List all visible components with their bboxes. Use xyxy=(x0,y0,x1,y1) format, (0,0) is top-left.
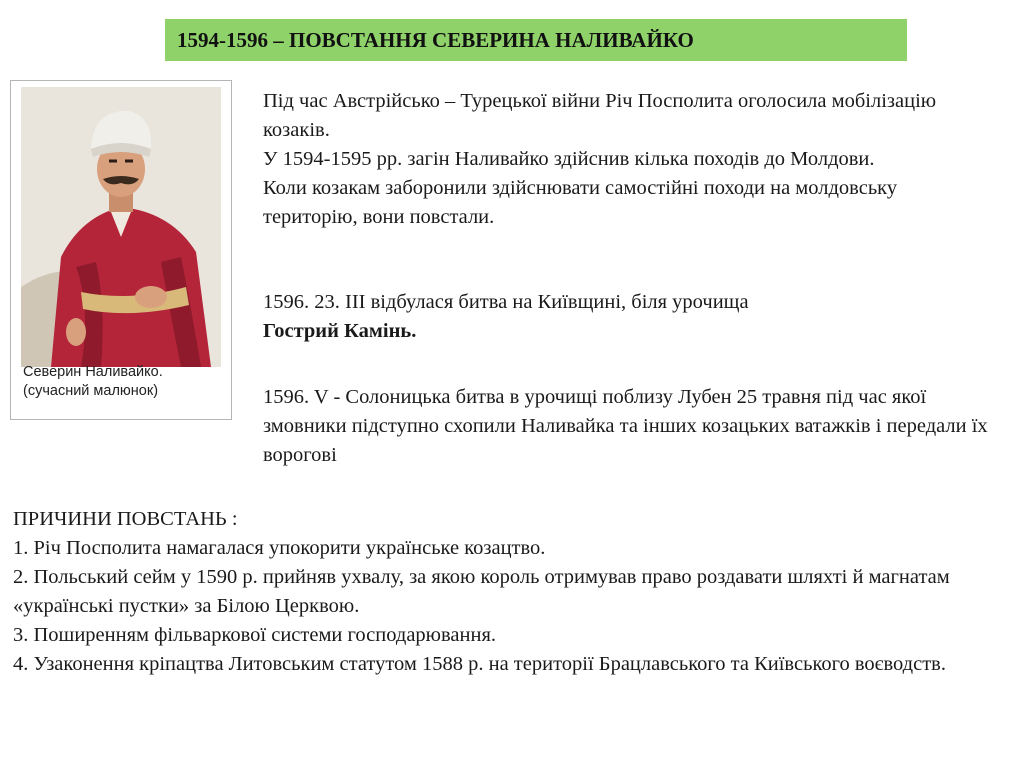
page-title: 1594-1596 – ПОВСТАННЯ СЕВЕРИНА НАЛИВАЙКО xyxy=(177,27,694,52)
cause-item: 4. Узаконення кріпацтва Литовським статутом 1588 р. на території Брацлавського та Київського воєводств. xyxy=(13,653,946,675)
intro-paragraph xyxy=(263,87,993,232)
battle-1-text: 1596. 23. ІІІ відбулася битва на Київщині, біля урочища xyxy=(263,291,749,313)
portrait-frame xyxy=(10,80,232,420)
battle-1-place: Гострий Камінь. xyxy=(263,320,417,342)
caption-name: Северин Наливайко. xyxy=(23,364,163,380)
causes-section xyxy=(13,505,1013,679)
cause-item: 2. Польський сейм у 1590 р. прийняв ухвалу, за якою король отримував право роздавати шляхті й магнатам «українські пустки» за Білою Церквою. xyxy=(13,566,950,617)
battle-1-paragraph xyxy=(263,288,993,346)
battle-2-paragraph xyxy=(263,383,993,470)
title-banner xyxy=(165,19,907,61)
portrait-caption xyxy=(23,363,223,401)
causes-heading: ПРИЧИНИ ПОВСТАНЬ : xyxy=(13,508,238,530)
intro-line-2: У 1594-1595 рр. загін Наливайко здійснив кілька походів до Молдови. xyxy=(263,148,875,170)
battle-2-text: 1596. V - Солоницька битва в урочищі поблизу Лубен 25 травня під час якої змовники підступно схопили Наливайка та інших козацьких ватажків і передали їх ворогові xyxy=(263,386,988,466)
cause-item: 3. Поширенням фільваркової системи господарювання. xyxy=(13,624,497,646)
intro-line-1: Під час Австрійсько – Турецької війни Річ Посполита оголосила мобілізацію козаків. xyxy=(263,90,937,141)
intro-line-3: Коли козакам заборонили здійснювати самостійні походи на молдовську територію, вони повстали. xyxy=(263,177,898,228)
portrait-image xyxy=(21,87,221,367)
cause-item: 1. Річ Посполита намагалася упокорити українське козацтво. xyxy=(13,537,546,559)
caption-note: (сучасний малюнок) xyxy=(23,383,159,399)
